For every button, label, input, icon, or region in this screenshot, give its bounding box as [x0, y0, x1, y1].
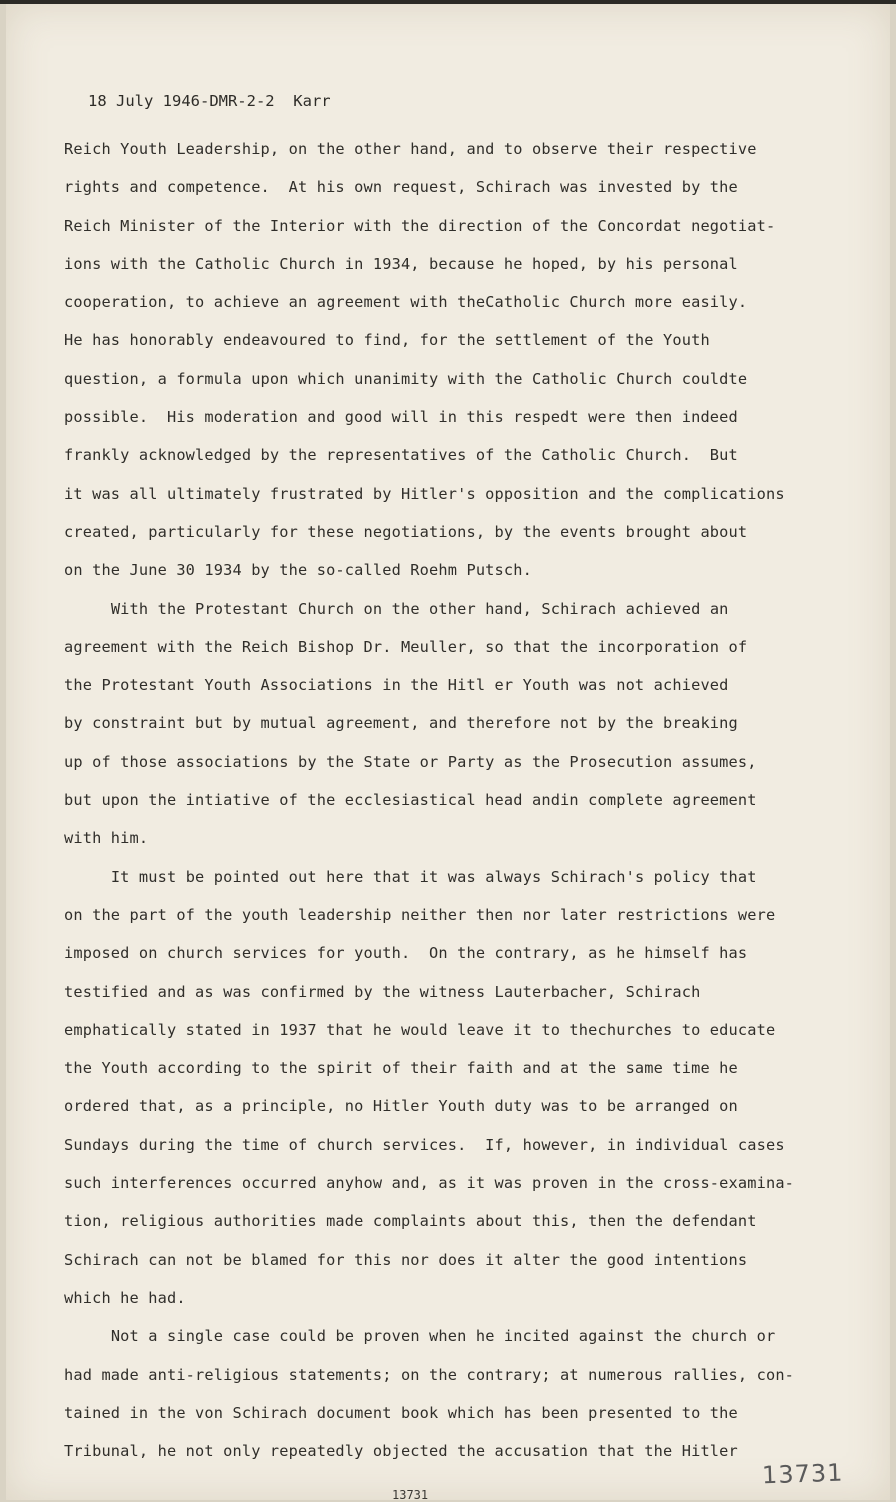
text-line: tion, religious authorities made complaints about this, then the defendant: [64, 1212, 757, 1231]
text-line: [64, 590, 844, 628]
text-line: ordered that, as a principle, no Hitler Youth duty was to be arranged on: [64, 1097, 738, 1116]
footer-page-number: 13731: [392, 1488, 429, 1502]
text-line: agreement with the Reich Bishop Dr. Meuller, so that the incorporation of: [64, 637, 748, 656]
text-line: up of those associations by the State or Party as the Prosecution assumes,: [64, 752, 757, 771]
paragraph-2: [64, 590, 844, 858]
text-line: but upon the intiative of the ecclesiastical head andin complete agreement: [64, 791, 757, 810]
text-line: imposed on church services for youth. On the contrary, as he himself has: [64, 944, 748, 963]
text-line: Tribunal, he not only repeatedly objected the accusation that the Hitler: [64, 1442, 738, 1461]
text-line: Schirach can not be blamed for this nor does it alter the good intentions: [64, 1250, 748, 1269]
text-line: created, particularly for these negotiations, by the events brought about: [64, 522, 748, 541]
handwritten-page-number: 13731: [761, 1458, 844, 1490]
text-line: such interferences occurred anyhow and, as it was proven in the cross-examina-: [64, 1174, 795, 1193]
text-line: it was all ultimately frustrated by Hitler's opposition and the complications: [64, 484, 785, 503]
indent: [64, 1327, 111, 1345]
text-line: frankly acknowledged by the representatives of the Catholic Church. But: [64, 446, 738, 465]
indent: [64, 868, 111, 886]
text-line: emphatically stated in 1937 that he would leave it to thechurches to educate: [64, 1020, 776, 1039]
text-line: the Youth according to the spirit of their faith and at the same time he: [64, 1059, 738, 1078]
text-line: rights and competence. At his own request, Schirach was invested by the: [64, 178, 738, 197]
document-body: [64, 130, 844, 1470]
text-line: by constraint but by mutual agreement, and therefore not by the breaking: [64, 714, 738, 733]
page-header: 18 July 1946-DMR-2-2 Karr: [88, 92, 331, 110]
text-line: possible. His moderation and good will in this respedt were then indeed: [64, 408, 738, 427]
text-line: He has honorably endeavoured to find, for the settlement of the Youth: [64, 331, 710, 350]
text-line: on the June 30 1934 by the so-called Roehm Putsch.: [64, 561, 532, 580]
paragraph-1: [64, 130, 844, 590]
paragraph-4: [64, 1317, 844, 1470]
indent: [64, 600, 111, 618]
text-line: the Protestant Youth Associations in the Hitl er Youth was not achieved: [64, 676, 729, 695]
text-line: on the part of the youth leadership neither then nor later restrictions were: [64, 905, 776, 924]
paragraph-3: [64, 858, 844, 1318]
text-line: with him.: [64, 829, 149, 848]
text-line: testified and as was confirmed by the witness Lauterbacher, Schirach: [64, 982, 701, 1001]
text-line: Reich Youth Leadership, on the other hand, and to observe their respective: [64, 140, 757, 158]
text-line: had made anti-religious statements; on the contrary; at numerous rallies, con-: [64, 1365, 795, 1384]
line-text: It must be pointed out here that it was always Schirach's policy that: [110, 867, 757, 886]
line-text: With the Protestant Church on the other hand, Schirach achieved an: [110, 599, 729, 618]
text-line: ions with the Catholic Church in 1934, because he hoped, by his personal: [64, 254, 738, 273]
text-line: tained in the von Schirach document book which has been presented to the: [64, 1403, 738, 1422]
text-line: cooperation, to achieve an agreement with theCatholic Church more easily.: [64, 293, 748, 312]
text-line: which he had.: [64, 1288, 186, 1307]
text-line: Sundays during the time of church services. If, however, in individual cases: [64, 1135, 785, 1154]
text-line: [64, 858, 844, 896]
text-line: [64, 1317, 844, 1355]
text-line: Reich Minister of the Interior with the direction of the Concordat negotiat-: [64, 216, 776, 235]
text-line: question, a formula upon which unanimity with the Catholic Church couldte: [64, 369, 748, 388]
line-text: Not a single case could be proven when he incited against the church or: [110, 1327, 776, 1346]
